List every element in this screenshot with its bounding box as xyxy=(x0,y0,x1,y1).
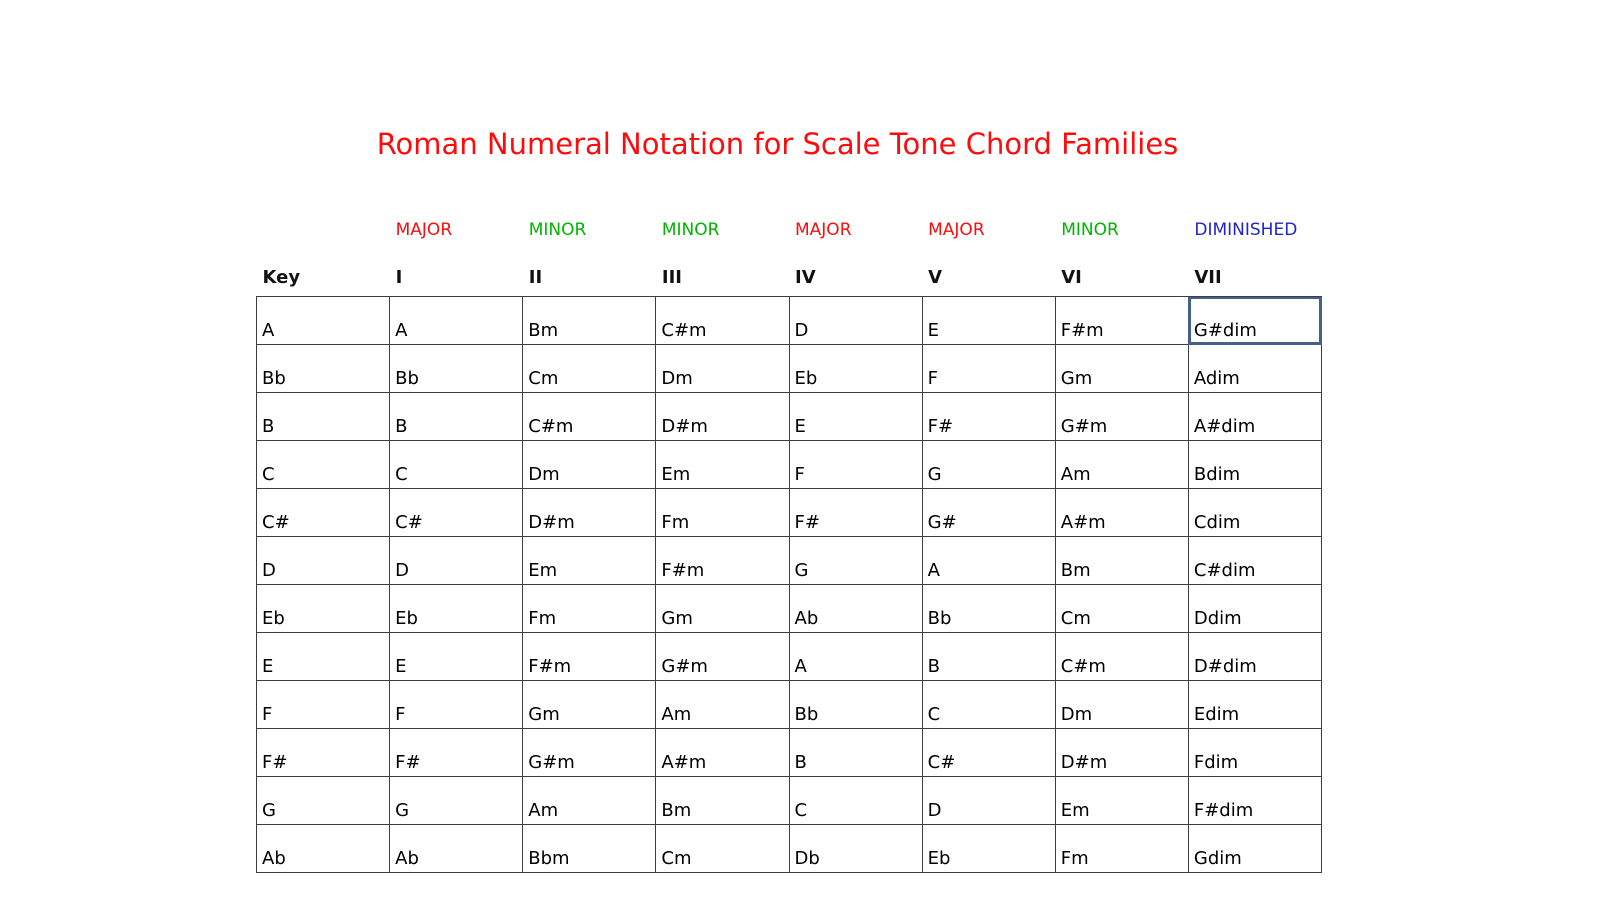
numeral-label-i: I xyxy=(395,267,403,288)
numeral-header-row xyxy=(257,248,1322,297)
chord-cell: Gm xyxy=(523,681,656,729)
chord-cell: C#m xyxy=(656,297,789,345)
chord-cell: A xyxy=(789,633,922,681)
quality-label-major: MAJOR xyxy=(928,220,985,240)
key-cell: Bb xyxy=(257,345,390,393)
chord-cell: G#m xyxy=(1055,393,1188,441)
chord-cell: Fm xyxy=(656,489,789,537)
chord-cell: Am xyxy=(1055,441,1188,489)
key-cell: Ab xyxy=(257,825,390,873)
numeral-label-key: Key xyxy=(262,267,301,288)
key-cell: A xyxy=(257,297,390,345)
chord-cell: D xyxy=(922,777,1055,825)
key-cell: F xyxy=(257,681,390,729)
chord-cell: E xyxy=(789,393,922,441)
chord-table xyxy=(256,198,1322,873)
chord-cell: F xyxy=(922,345,1055,393)
chord-table-header xyxy=(257,198,1322,297)
chord-cell: Fm xyxy=(1055,825,1188,873)
chord-cell: Ab xyxy=(789,585,922,633)
chord-cell: F# xyxy=(922,393,1055,441)
chord-cell: Dm xyxy=(656,345,789,393)
chord-cell: Dm xyxy=(1055,681,1188,729)
chord-cell: Em xyxy=(656,441,789,489)
chord-cell: F#m xyxy=(656,537,789,585)
chord-cell: D xyxy=(390,537,523,585)
chord-cell: D#m xyxy=(656,393,789,441)
chord-cell: Em xyxy=(523,537,656,585)
chord-cell-selected: G#dim xyxy=(1188,297,1321,345)
chord-cell: Cm xyxy=(656,825,789,873)
quality-label-major: MAJOR xyxy=(795,220,852,240)
chord-cell: A xyxy=(390,297,523,345)
chord-row-ab xyxy=(257,825,1322,873)
chord-cell: C#dim xyxy=(1188,537,1321,585)
chord-cell: F#dim xyxy=(1188,777,1321,825)
chord-cell: Dm xyxy=(523,441,656,489)
key-cell: C xyxy=(257,441,390,489)
numeral-label-iii: III xyxy=(661,267,682,288)
chord-cell: D#m xyxy=(523,489,656,537)
chord-cell: A#dim xyxy=(1188,393,1321,441)
numeral-label-ii: II xyxy=(528,267,543,288)
chord-cell: C#m xyxy=(1055,633,1188,681)
chord-cell: Ddim xyxy=(1188,585,1321,633)
chord-cell: Cdim xyxy=(1188,489,1321,537)
chord-cell: Edim xyxy=(1188,681,1321,729)
chord-cell: D#dim xyxy=(1188,633,1321,681)
chord-cell: C xyxy=(922,681,1055,729)
chord-cell: Fm xyxy=(523,585,656,633)
chord-cell: C xyxy=(789,777,922,825)
chord-cell: G# xyxy=(922,489,1055,537)
chord-table-body xyxy=(257,297,1322,873)
chord-cell: A#m xyxy=(656,729,789,777)
chord-row-fsharp xyxy=(257,729,1322,777)
chord-cell: E xyxy=(390,633,523,681)
chord-cell: Bbm xyxy=(523,825,656,873)
chord-cell: C# xyxy=(922,729,1055,777)
key-cell: E xyxy=(257,633,390,681)
chord-cell: Db xyxy=(789,825,922,873)
quality-spacer xyxy=(257,198,390,248)
chord-cell: Adim xyxy=(1188,345,1321,393)
key-cell: F# xyxy=(257,729,390,777)
chord-cell: Bb xyxy=(390,345,523,393)
chord-cell: F#m xyxy=(1055,297,1188,345)
quality-header-row xyxy=(257,198,1322,248)
numeral-label-vii: VII xyxy=(1194,267,1222,288)
chord-cell: C xyxy=(390,441,523,489)
chord-cell: E xyxy=(922,297,1055,345)
chord-cell: Bm xyxy=(523,297,656,345)
chord-cell: Am xyxy=(523,777,656,825)
chord-cell: D#m xyxy=(1055,729,1188,777)
chord-cell: Eb xyxy=(789,345,922,393)
numeral-label-vi: VI xyxy=(1061,267,1082,288)
chord-cell: Fdim xyxy=(1188,729,1321,777)
chord-row-eb xyxy=(257,585,1322,633)
quality-label-diminished: DIMINISHED xyxy=(1194,220,1298,240)
chord-row-g xyxy=(257,777,1322,825)
quality-label-minor: MINOR xyxy=(528,220,587,240)
chord-cell: Bdim xyxy=(1188,441,1321,489)
key-cell: D xyxy=(257,537,390,585)
quality-label-major: MAJOR xyxy=(395,220,453,240)
chord-cell: F#m xyxy=(523,633,656,681)
numeral-label-v: V xyxy=(928,267,943,288)
chord-cell: C# xyxy=(390,489,523,537)
chord-cell: Gm xyxy=(656,585,789,633)
chord-cell: A xyxy=(922,537,1055,585)
chord-cell: Bm xyxy=(656,777,789,825)
chord-row-b xyxy=(257,393,1322,441)
chord-cell: G xyxy=(789,537,922,585)
chord-cell: Em xyxy=(1055,777,1188,825)
chord-cell: F xyxy=(390,681,523,729)
quality-label-minor: MINOR xyxy=(661,220,720,240)
chord-cell: Ab xyxy=(390,825,523,873)
chord-cell: B xyxy=(922,633,1055,681)
chord-row-f xyxy=(257,681,1322,729)
chord-cell: Gm xyxy=(1055,345,1188,393)
chord-cell: Cm xyxy=(1055,585,1188,633)
chord-cell: Cm xyxy=(523,345,656,393)
chord-cell: Eb xyxy=(922,825,1055,873)
numeral-label-iv: IV xyxy=(795,267,816,288)
chord-cell: F xyxy=(789,441,922,489)
chord-cell: C#m xyxy=(523,393,656,441)
page-title: Roman Numeral Notation for Scale Tone Chord Families xyxy=(376,127,1179,161)
chord-cell: A#m xyxy=(1055,489,1188,537)
chord-cell: G xyxy=(922,441,1055,489)
chord-row-e xyxy=(257,633,1322,681)
chord-cell: B xyxy=(390,393,523,441)
chord-cell: D xyxy=(789,297,922,345)
chord-row-d xyxy=(257,537,1322,585)
chord-cell: Bb xyxy=(789,681,922,729)
chord-cell: Bm xyxy=(1055,537,1188,585)
chord-row-a xyxy=(257,297,1322,345)
chord-cell: Am xyxy=(656,681,789,729)
chord-row-csharp xyxy=(257,489,1322,537)
key-cell: G xyxy=(257,777,390,825)
chord-row-c xyxy=(257,441,1322,489)
quality-label-minor: MINOR xyxy=(1061,220,1119,240)
key-cell: C# xyxy=(257,489,390,537)
chord-cell: Gdim xyxy=(1188,825,1321,873)
chord-cell: G#m xyxy=(656,633,789,681)
chord-cell: Bb xyxy=(922,585,1055,633)
chord-cell: G#m xyxy=(523,729,656,777)
chord-cell: F# xyxy=(789,489,922,537)
chord-cell: F# xyxy=(390,729,523,777)
chord-cell: Eb xyxy=(390,585,523,633)
key-cell: Eb xyxy=(257,585,390,633)
key-cell: B xyxy=(257,393,390,441)
chord-cell: G xyxy=(390,777,523,825)
chord-cell: B xyxy=(789,729,922,777)
chord-row-bb xyxy=(257,345,1322,393)
